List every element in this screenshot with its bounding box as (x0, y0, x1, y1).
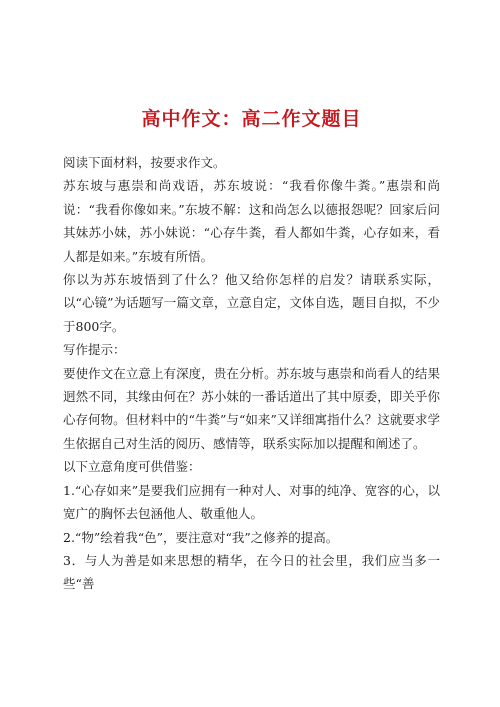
paragraph-angle-3: 3．与人为善是如来思想的精华，在今日的社会里，我们应当多一些“善 (63, 552, 440, 592)
paragraph-tips-heading: 写作提示： (63, 342, 126, 358)
paragraph-instruction: 阅读下面材料，按要求作文。 (63, 155, 226, 170)
paragraph-angle-2: 2.“物”绘着我“色”，要注意对“我”之修养的提高。 (63, 529, 339, 545)
paragraph-prompt: 你以为苏东坡悟到了什么？他又给你怎样的启发？请联系实际，以“心镜”为话题写一篇文章，立意自定，文体自选，题目自拟，不少于800字。 (63, 272, 440, 334)
paragraph-story: 苏东坡与惠崇和尚戏语，苏东坡说：“我看你像牛粪。”惠崇和尚说：“我看你像如来。”东坡不解：这和尚怎么以德报怨呢？回家后问其妹苏小妹，苏小妹说：“心存牛粪，看人都如牛粪，心存如来，看人都是如来。”东坡有所悟。 (63, 178, 440, 264)
paragraph-angle-1: 1.“心存如来”是要我们应拥有一种对人、对事的纯净、宽容的心，以宽广的胸怀去包涵他人、敬重他人。 (63, 482, 440, 522)
paragraph-angles-heading: 以下立意角度可供借鉴： (63, 459, 201, 475)
document-body (63, 151, 440, 596)
document-title: 高中作文：高二作文题目 (141, 108, 362, 130)
paragraph-tips: 要使作文在立意上有深度，贵在分析。苏东坡与惠崇和尚看人的结果迥然不同，其缘由何在？苏小妹的一番话道出了其中原委，即关乎你心存何物。但材料中的“牛粪”与“如来”又详细寓指什么？这就要求学生依据自己对生活的阅历、感情等，联系实际加以提醒和阐述了。 (63, 365, 440, 451)
